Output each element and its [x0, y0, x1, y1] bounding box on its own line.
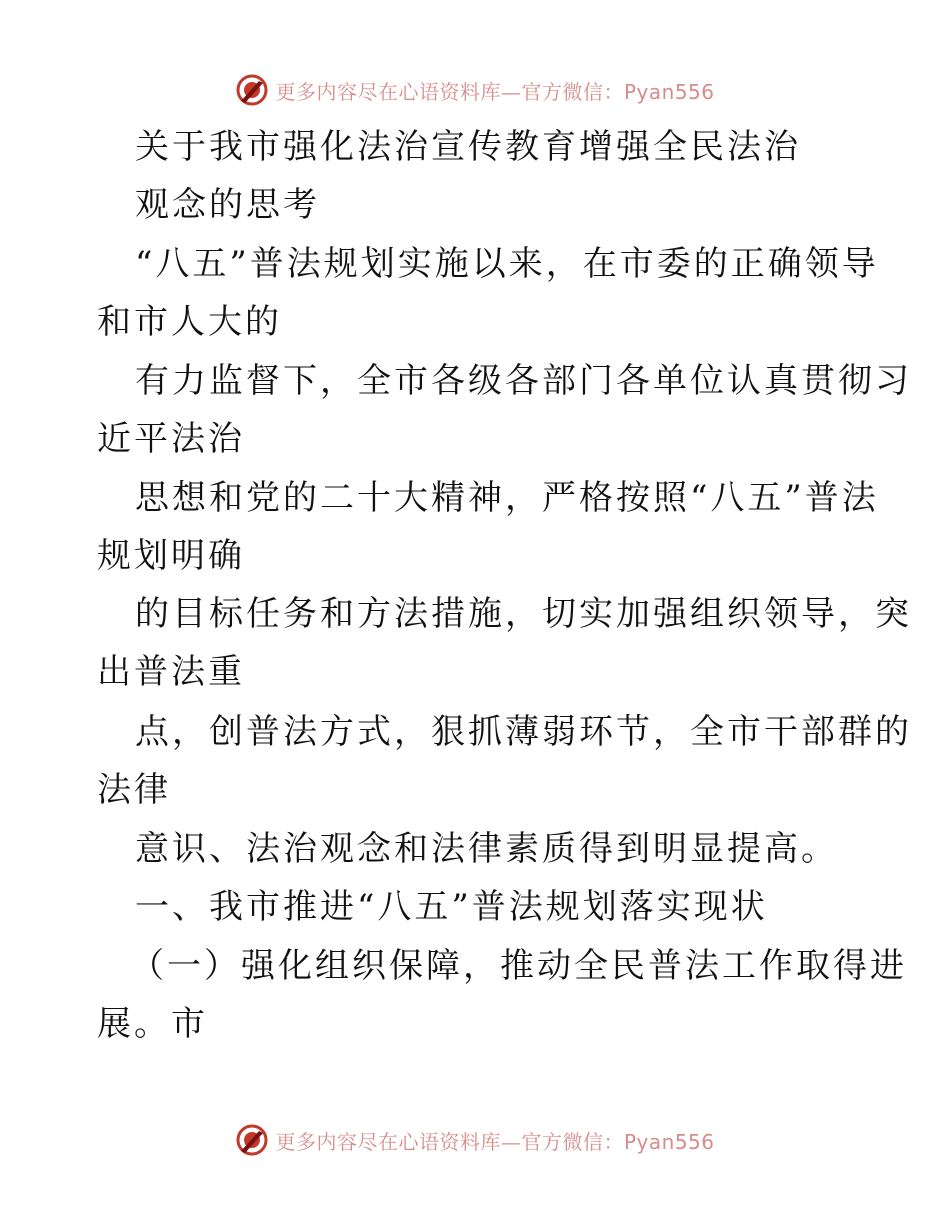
subsection-line-1: （一）强化组织保障，推动全民普法工作取得进: [130, 946, 907, 986]
paragraph-line: 和市人大的: [97, 302, 282, 342]
paragraph-line: 出普法重: [97, 652, 245, 692]
paragraph-line: 思想和党的二十大精神，严格按照“八五”普法: [135, 478, 879, 518]
watermark-footer: [0, 1120, 950, 1160]
paragraph-line: 点，创普法方式，狠抓薄弱环节，全市干部群的: [135, 712, 912, 752]
watermark-text: [275, 1126, 714, 1155]
watermark-wechat-id: Pyan556: [623, 1129, 715, 1154]
watermark-text: [275, 76, 714, 105]
paragraph-line: 规划明确: [97, 536, 245, 576]
pen-seal-icon: [235, 1123, 269, 1157]
watermark-header: [0, 70, 950, 110]
doc-title-line-2: 观念的思考: [135, 185, 320, 225]
paragraph-line: 的目标任务和方法措施，切实加强组织领导，突: [135, 594, 912, 634]
watermark-label: 更多内容尽在心语资料库—官方微信：: [275, 79, 624, 104]
paragraph-line: 法律: [97, 770, 171, 810]
subsection-line-2: 展。市: [97, 1004, 208, 1044]
doc-title-line-1: 关于我市强化法治宣传教育增强全民法治: [135, 127, 801, 167]
watermark-label: 更多内容尽在心语资料库—官方微信：: [275, 1129, 624, 1154]
paragraph-line: “八五”普法规划实施以来，在市委的正确领导: [135, 244, 879, 284]
paragraph-line: 近平法治: [97, 419, 245, 459]
section-heading: 一、我市推进“八五”普法规划落实现状: [135, 887, 768, 927]
paragraph-line: 有力监督下，全市各级各部门各单位认真贯彻习: [135, 361, 912, 401]
paragraph-line: 意识、法治观念和法律素质得到明显提高。: [135, 829, 838, 869]
pen-seal-icon: [235, 73, 269, 107]
watermark-wechat-id: Pyan556: [623, 79, 715, 104]
